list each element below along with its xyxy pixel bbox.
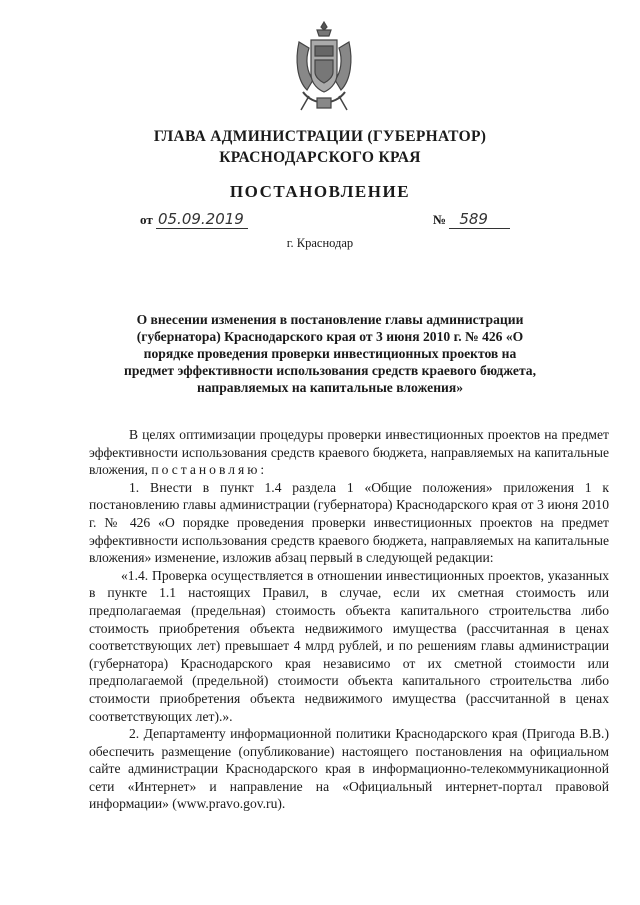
- preamble-paragraph: [89, 426, 609, 479]
- date-value: 05.09.2019: [156, 210, 248, 229]
- document-type-heading: ПОСТАНОВЛЕНИЕ: [229, 182, 411, 201]
- resolve-keyword: постановляю: [151, 462, 261, 478]
- resolution-title: О внесении изменения в постановление главы администрации (губернатора) Краснодарского края от 3 июня 2010 г. № 426 «О порядке проведения проверки инвестиционных проектов на предмет эффективности использования средств краевого бюджета, направляемых на капитальные вложения»: [123, 312, 537, 395]
- clause-1-paragraph: 1. Внести в пункт 1.4 раздела 1 «Общие положения» приложения 1 к постановлению главы администрации (губернатора) Краснодарского края от 3 июня 2010 г. № 426 «О порядке проведения проверки инвестиционных проектов на предмет эффективности использования средств краевого бюджета, направляемых на капитальные вложения» изменение, изложив абзац первый в следующей редакции:: [89, 479, 609, 566]
- city-line: г. Краснодар: [286, 236, 354, 250]
- document-date: [140, 210, 248, 229]
- authority-title-line2: КРАСНОДАРСКОГО КРАЯ: [219, 149, 421, 166]
- clause-2-paragraph: 2. Департаменту информационной политики Краснодарского края (Пригода В.В.) обеспечить размещение (опубликование) настоящего постановления на официальном сайте администрации Краснодарского края в информационно-телекоммуникационной сети «Интернет» и направление на «Официальный интернет-портал правовой информации» (www.pravo.gov.ru).: [89, 726, 609, 812]
- preamble-text: В целях оптимизации процедуры проверки инвестиционных проектов на предмет эффективности использования средств краевого бюджета, направляемых на капитальные вложения,: [89, 427, 609, 478]
- clause-1-quoted-paragraph: «1.4. Проверка осуществляется в отношении инвестиционных проектов, указанных в пункте 1.1 настоящих Правил, в случае, если их сметная стоимость или предполагаемая (предельная) стоимость объекта капитального строительства либо стоимость приобретения объекта недвижимого имущества (рассчитанная в ценах соответствующих лет) превышает 4 млрд рублей, и по решениям главы администрации (губернатора) Краснодарского края независимо от их сметной стоимости или предполагаемой (предельной) стоимости объекта капитального строительства либо стоимости приобретения объекта недвижимого имущества (рассчитанной в ценах соответствующих лет).».: [89, 567, 609, 724]
- number-value: 589: [449, 210, 510, 229]
- number-prefix: №: [433, 212, 447, 227]
- preamble-end: :: [260, 462, 265, 478]
- resolution-body: [89, 426, 609, 813]
- date-prefix: от: [140, 212, 153, 227]
- document-number: [433, 210, 510, 229]
- coat-of-arms-icon: [293, 20, 355, 116]
- authority-title-line1: ГЛАВА АДМИНИСТРАЦИИ (ГУБЕРНАТОР): [153, 128, 487, 145]
